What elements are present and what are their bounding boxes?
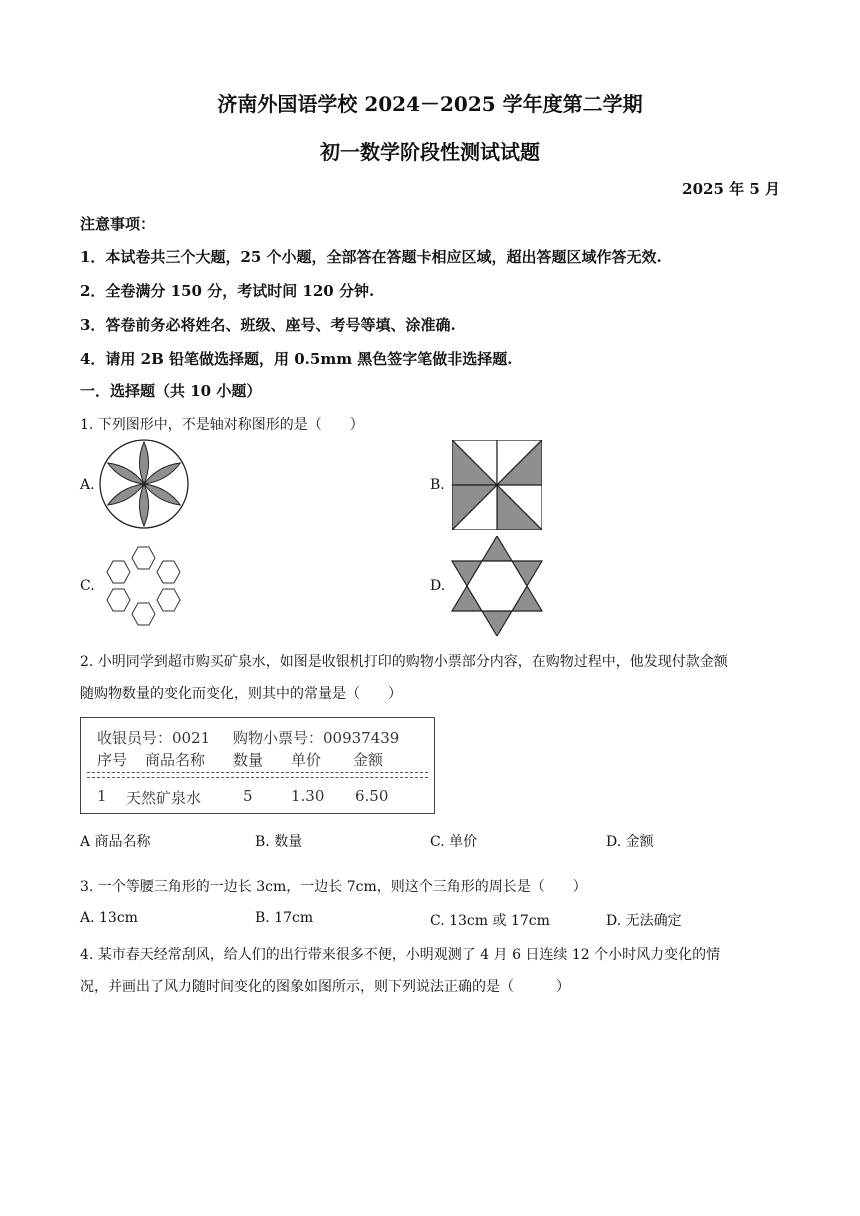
q2-option-b: B. 数量 bbox=[255, 834, 303, 850]
receipt-divider-bottom bbox=[87, 777, 428, 778]
receipt-cashier: 收银员号：0021 bbox=[97, 729, 211, 747]
q3-option-b: B. 17cm bbox=[255, 910, 314, 926]
pinwheel-figure bbox=[452, 440, 542, 530]
note-item-1: 1．本试卷共三个大题，25 个小题，全部答在答题卡相应区域，超出答题区域作答无效. bbox=[80, 248, 662, 266]
note-item-3: 3．答卷前务必将姓名、班级、座号、考号等填、涂准确. bbox=[80, 316, 456, 334]
q3-stem: 3. 一个等腰三角形的一边长 3cm，一边长 7cm，则这个三角形的周长是（ ） bbox=[80, 879, 587, 895]
receipt-header-qty: 数量 bbox=[233, 751, 264, 769]
q2-option-d: D. 金额 bbox=[606, 834, 654, 850]
note-item-4: 4．请用 2B 铅笔做选择题，用 0.5mm 黑色签字笔做非选择题. bbox=[80, 350, 513, 368]
receipt-row-price: 1.30 bbox=[291, 787, 325, 805]
q2-stem-line1: 2. 小明同学到超市购买矿泉水，如图是收银机打印的购物小票部分内容，在购物过程中，他发现付款金额 bbox=[80, 654, 728, 670]
q1-option-b-label: B. bbox=[430, 477, 445, 493]
q4-stem-line2: 况，并画出了风力随时间变化的图象如图所示，则下列说法正确的是（ ） bbox=[80, 979, 570, 995]
notes-heading: 注意事项： bbox=[80, 215, 156, 233]
receipt-header-amount: 金额 bbox=[353, 751, 384, 769]
q2-option-a: A 商品名称 bbox=[80, 834, 151, 850]
exam-title-subject: 初一数学阶段性测试试题 bbox=[320, 140, 540, 164]
receipt-ticket-number: 购物小票号：00937439 bbox=[233, 729, 400, 747]
star-of-david-figure bbox=[451, 536, 543, 636]
receipt-divider-top bbox=[87, 772, 428, 773]
receipt-row-name: 天然矿泉水 bbox=[126, 789, 202, 807]
section-title: 一．选择题（共 10 小题） bbox=[80, 382, 262, 400]
receipt-row-amount: 6.50 bbox=[355, 787, 389, 805]
receipt-row-index: 1 bbox=[97, 787, 107, 805]
note-item-2: 2．全卷满分 150 分，考试时间 120 分钟. bbox=[80, 282, 375, 300]
receipt-figure bbox=[80, 717, 435, 814]
q1-option-c-label: C. bbox=[80, 578, 95, 594]
q2-option-c: C. 单价 bbox=[430, 834, 478, 850]
q2-stem-line2: 随购物数量的变化而变化，则其中的常量是（ ） bbox=[80, 686, 402, 702]
receipt-header-price: 单价 bbox=[291, 751, 322, 769]
q1-option-d-label: D. bbox=[430, 578, 446, 594]
exam-title-school: 济南外国语学校 2024－2025 学年度第二学期 bbox=[217, 92, 643, 116]
q3-option-d: D. 无法确定 bbox=[606, 913, 682, 929]
q3-option-a: A. 13cm bbox=[80, 910, 138, 926]
q1-option-a-label: A. bbox=[80, 477, 95, 493]
q3-option-c: C. 13cm 或 17cm bbox=[430, 913, 550, 929]
exam-date: 2025 年 5 月 bbox=[682, 180, 780, 198]
q4-stem-line1: 4. 某市春天经常刮风，给人们的出行带来很多不便，小明观测了 4 月 6 日连续 12 个小时风力变化的情 bbox=[80, 947, 721, 963]
hexagon-ring-figure bbox=[96, 546, 190, 626]
receipt-header-name: 商品名称 bbox=[145, 751, 206, 769]
flower-figure bbox=[97, 438, 191, 530]
receipt-header-index: 序号 bbox=[97, 751, 128, 769]
receipt-row-qty: 5 bbox=[243, 787, 253, 805]
q1-stem: 1. 下列图形中，不是轴对称图形的是（ ） bbox=[80, 417, 364, 433]
